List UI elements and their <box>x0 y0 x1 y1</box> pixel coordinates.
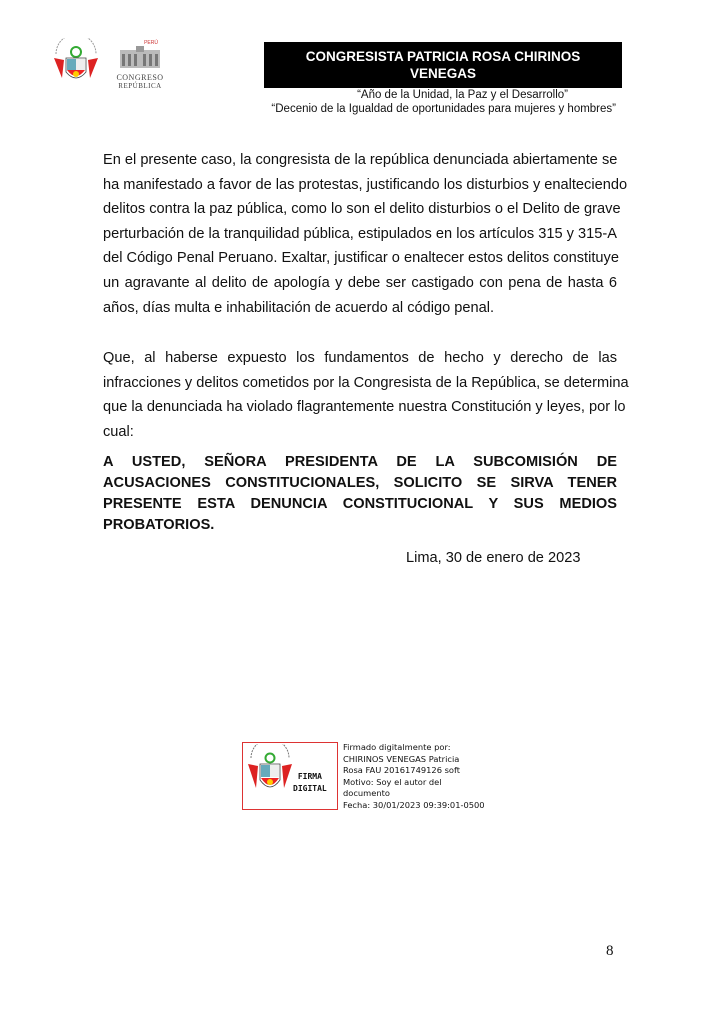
stamp-label-firma: FIRMA <box>297 772 322 781</box>
signature-line: Motivo: Soy el autor del <box>343 776 442 787</box>
text-line: un agravante al delito de apología y debe ser castigado con pena de hasta 6 <box>103 274 617 291</box>
logo-tag: PERÚ <box>144 40 158 46</box>
congreso-republica-logo <box>110 40 170 92</box>
signature-line: Firmado digitalmente por: <box>343 742 451 752</box>
signature-line: CHIRINOS VENEGAS Patricia <box>343 753 460 764</box>
header-title-line1: CONGRESISTA PATRICIA ROSA CHIRINOS <box>305 49 581 64</box>
logo-text-republica: REPÚBLICA <box>118 82 162 90</box>
header-title-box <box>264 42 622 88</box>
text-line: PROBATORIOS. <box>103 517 215 533</box>
peru-coat-of-arms-logo <box>50 38 102 88</box>
text-line: En el presente caso, la congresista de la república denunciada abiertamente se <box>103 152 618 168</box>
text-line: A USTED, SEÑORA PRESIDENTA DE LA SUBCOMISIÓN DE <box>103 454 617 470</box>
header-motto-decade: “Decenio de la Igualdad de oportunidades para mujeres y hombres” <box>271 103 616 115</box>
paragraph-1 <box>103 148 628 320</box>
text-line: perturbación de la tranquilidad pública, estipulados en los artículos 315 y 315-A <box>103 225 617 242</box>
text-line: ACUSACIONES CONSTITUCIONALES, SOLICITO SE SIRVA TENER <box>103 475 617 491</box>
text-line: infracciones y delitos cometidos por la Congresista de la República, se determina <box>103 374 629 391</box>
congress-building-icon <box>110 46 170 68</box>
paragraph-petition <box>103 452 617 536</box>
header-title-line2: VENEGAS <box>409 66 477 81</box>
signature-line: documento <box>343 788 390 798</box>
signature-details <box>343 742 485 811</box>
text-line: años, días multa e inhabilitación de acuerdo al código penal. <box>103 299 495 316</box>
signature-line: Fecha: 30/01/2023 09:39:01-0500 <box>343 799 485 810</box>
text-line: cual: <box>103 423 134 440</box>
text-line: delitos contra la paz pública, como lo son el delito disturbios o el Delito de grave <box>103 201 621 218</box>
paragraph-2 <box>103 346 629 444</box>
header-motto-year: “Año de la Unidad, la Paz y el Desarrollo” <box>357 89 568 101</box>
stamp-label-digital: DIGITAL <box>293 784 327 793</box>
peru-seal-icon <box>245 744 295 808</box>
logo-text-congreso: CONGRESO <box>116 73 164 82</box>
firma-digital-label <box>293 771 327 795</box>
text-line: que la denunciada ha violado flagrantemente nuestra Constitución y leyes, por lo <box>103 399 626 416</box>
text-line: del Código Penal Peruano. Exaltar, justificar o enaltecer estos delitos constituye <box>103 250 619 267</box>
page-number: 8 <box>606 943 614 959</box>
text-line: Que, al haberse expuesto los fundamentos de hecho y derecho de las <box>103 350 617 366</box>
text-line: ha manifestado a favor de las protestas, justificando los disturbios y enalteciendo <box>103 176 628 193</box>
signature-line: Rosa FAU 20161749126 soft <box>343 765 461 775</box>
text-line: PRESENTE ESTA DENUNCIA CONSTITUCIONAL Y SUS MEDIOS <box>103 496 617 512</box>
document-date: Lima, 30 de enero de 2023 <box>406 550 581 566</box>
digital-signature-stamp <box>242 742 338 810</box>
